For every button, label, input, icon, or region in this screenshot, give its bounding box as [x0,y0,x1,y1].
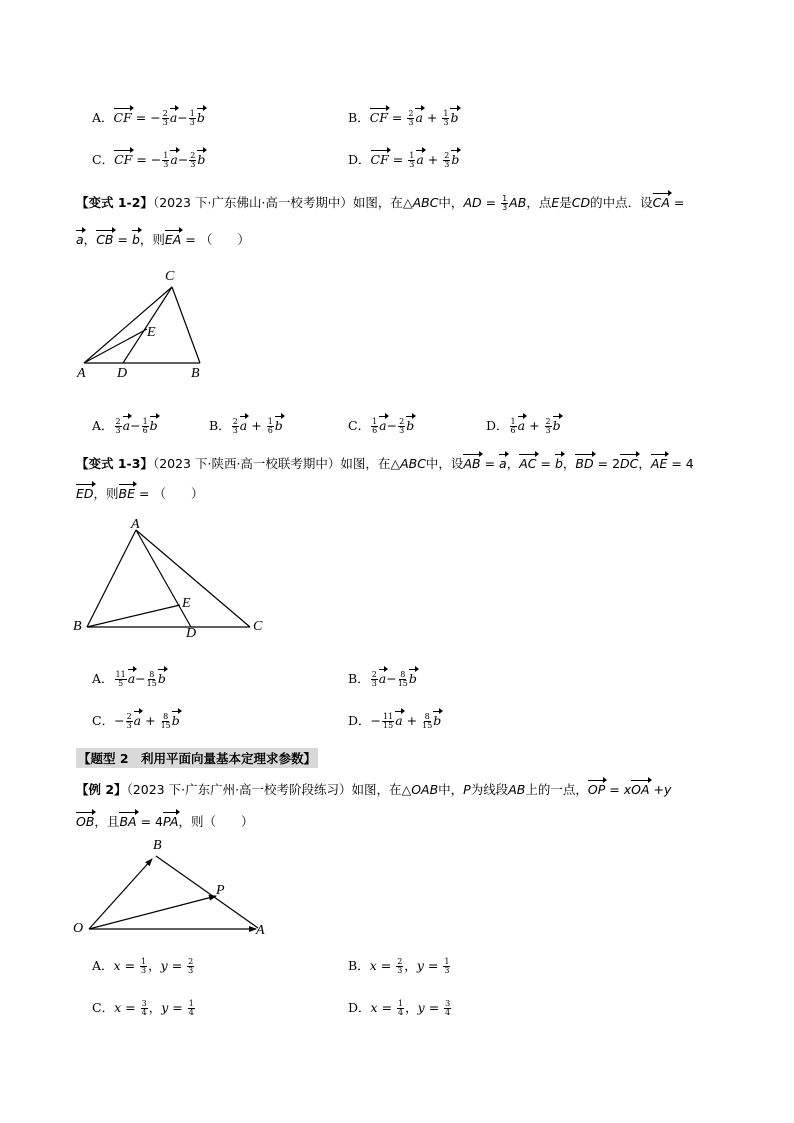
section-title: 【题型 2 利用平面向量基本定理求参数】 [76,748,318,768]
figure-triangle-oab [70,840,270,940]
label-b-3: B [153,838,162,853]
figure-triangle-abc-2 [70,516,270,640]
option-c-ex2: C．x = $\frac{3}{4}$ ，y = $\frac{1}{4}$ [92,999,194,1017]
option-b-prev: B．CF = $\frac{2}{3}$ a + $\frac{1}{3}$ b [348,109,459,127]
label-a-3: A [256,923,265,938]
label-p: P [216,883,225,898]
label-d: D [117,366,128,381]
question-1-3-line2: ED，则BE = （ ） [76,486,204,501]
option-a-1-2: A． $\frac{2}{3}$ a− $\frac{1}{6}$ b [92,417,158,435]
label-a-2: A [131,517,140,532]
option-a-prev: A．CF = − $\frac{2}{3}$ a− $\frac{1}{3}$ b [92,109,205,127]
option-a-ex2: A．x = $\frac{1}{3}$ ，y = $\frac{2}{3}$ [92,957,194,975]
question-1-3-line1: 【变式 1-3】（2023 下·陕西·高一校联考期中）如图，在△ABC中，设AB = a，AC = b，BD = 2DC，AE = 4 [76,456,694,471]
label-b: B [191,366,200,381]
label-e-2: E [182,596,191,611]
label-d-2: D [186,626,197,641]
option-d-1-3: D．− $\frac{11}{15}$ a + $\frac{8}{15}$ b [348,712,442,730]
option-a-1-3: A． $\frac{11}{5}$ a− $\frac{8}{15}$ b [92,670,166,688]
option-d-prev: D．CF = $\frac{1}{3}$ a + $\frac{2}{3}$ b [348,151,460,169]
label-c-2: C [253,619,263,634]
example-2-line2: OB，且BA = 4PA，则（ ） [76,814,254,829]
label-c: C [165,269,175,284]
example-2-line1: 【例 2】（2023 下·广东广州·高一校考阶段练习）如图，在△OAB中，P为线段AB上的一点，OP = xOA +y [76,782,672,797]
option-c-prev: C．CF = − $\frac{1}{3}$ a− $\frac{2}{3}$ b [92,151,206,169]
option-d-1-2: D． $\frac{1}{6}$ a + $\frac{2}{3}$ b [486,417,561,435]
option-c-1-2: C． $\frac{1}{6}$ a− $\frac{2}{3}$ b [348,417,415,435]
option-d-ex2: D．x = $\frac{1}{4}$ ，y = $\frac{3}{4}$ [348,999,451,1017]
option-b-1-2: B． $\frac{2}{3}$ a + $\frac{1}{6}$ b [209,417,283,435]
option-b-1-3: B． $\frac{2}{3}$ a− $\frac{8}{15}$ b [348,670,417,688]
label-a: A [77,366,86,381]
option-c-1-3: C．− $\frac{2}{3}$ a + $\frac{8}{15}$ b [92,712,180,730]
question-1-2-line2: a，CB = b，则EA = （ ） [76,232,250,247]
label-e: E [147,325,156,340]
label-o: O [73,921,84,936]
option-b-ex2: B．x = $\frac{2}{3}$ ，y = $\frac{1}{3}$ [348,957,450,975]
question-1-2-line1: 【变式 1-2】（2023 下·广东佛山·高一校考期中）如图，在△ABC中，AD = $\frac{1}{3}$ AB，点E是CD的中点．设CA = [76,194,685,212]
label-b-2: B [73,619,82,634]
